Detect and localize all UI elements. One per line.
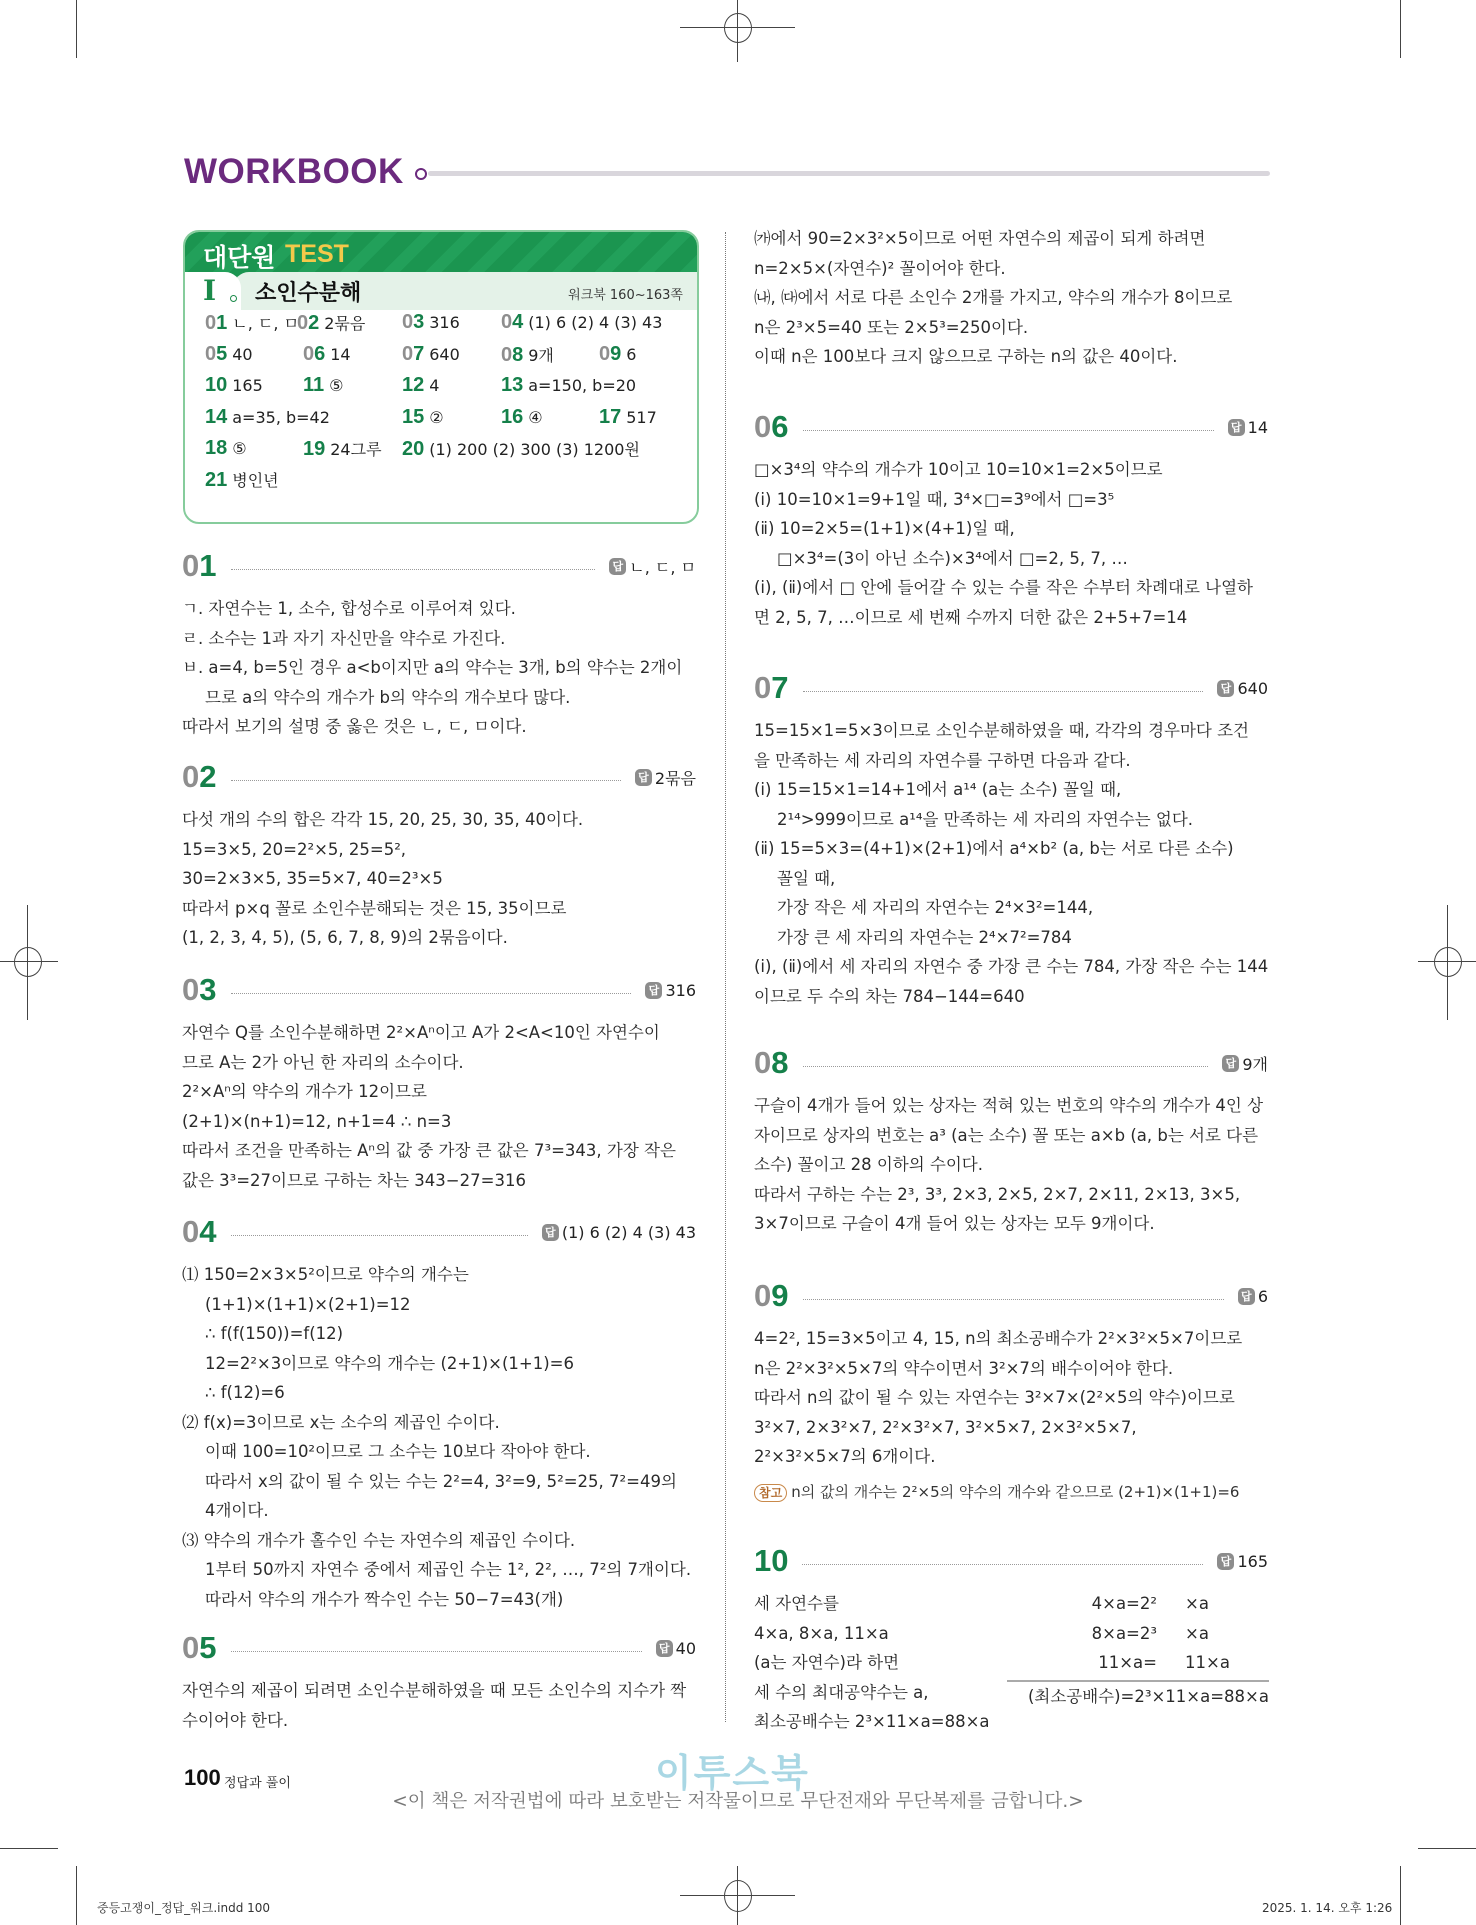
answer-value: 165 [232, 376, 263, 395]
problem-number: 06 [754, 409, 789, 444]
solution-line: 소수) 꼴이고 28 이하의 수이다. [754, 1155, 983, 1174]
solution-line: 므로 a의 약수의 개수가 b의 약수의 개수보다 많다. [205, 687, 571, 707]
lcm-cell: 11×a [1185, 1653, 1230, 1672]
solution-line: ㅂ. a=4, b=5인 경우 a<b이지만 a의 약수는 3개, b의 약수는 2개이 [182, 658, 683, 677]
answer-number: 08 [501, 344, 524, 366]
solution-line: 3×7이므로 구슬이 4개 들어 있는 상자는 모두 9개이다. [754, 1214, 1155, 1233]
answer-value: 14 [330, 345, 351, 364]
copyright-notice: <이 책은 저작권법에 따라 보호받는 저작물이므로 무단전재와 무단복제를 금합니다.> [392, 1791, 1084, 1812]
section-header [182, 1628, 696, 1668]
solution-body [182, 1018, 696, 1195]
solution-continuation [754, 224, 1268, 372]
solution-line: n은 2³×5=40 또는 2×5³=250이다. [754, 317, 1029, 337]
answer-number: 21 [205, 469, 228, 491]
answer-value: 316 [429, 313, 460, 332]
solution-line: ㄱ. 자연수는 1, 소수, 합성수로 이루어져 있다. [182, 599, 516, 618]
solution-body [754, 1324, 1268, 1507]
dotted-leader [803, 430, 1214, 431]
answer-value: 14 [1247, 417, 1268, 437]
solution-line: 따라서 보기의 설명 중 옳은 것은 ㄴ, ㄷ, ㅁ이다. [182, 717, 527, 736]
answer-item [402, 437, 640, 461]
solution-line: 4×a, 8×a, 11×a [754, 1623, 889, 1643]
answer-value: 316 [665, 980, 696, 1000]
answer-item [205, 437, 247, 460]
solution-line: 자연수의 제곱이 되려면 소인수분해하였을 때 모든 소인수의 지수가 짝 [182, 1681, 687, 1700]
solution-section [182, 546, 696, 742]
solution-section [754, 1276, 1268, 1507]
solution-body [754, 716, 1268, 1011]
solution-line: 다섯 개의 수의 합은 각각 15, 20, 25, 30, 35, 40이다. [182, 810, 584, 829]
answer-badge-icon: 답 [635, 769, 652, 786]
solution-section [182, 970, 696, 1195]
solution-line: (2+1)×(n+1)=12, n+1=4 ∴ n=3 [182, 1111, 452, 1131]
solution-line: 므로 A는 2가 아닌 한 자리의 소수이다. [182, 1052, 464, 1072]
unit-test-answer-box [183, 230, 699, 524]
solution-line: 15=3×5, 20=2²×5, 25=5², [182, 839, 407, 859]
solution-line: (ⅱ) 10=2×5=(1+1)×(4+1)일 때, [754, 519, 1015, 538]
solution-line: 따라서 x의 값이 될 수 있는 수는 2²=4, 3²=9, 5²=25, 7²=49의 [205, 1471, 677, 1491]
solution-line: □×3⁴=(3이 아닌 소수)×3⁴에서 □=2, 5, 7, … [777, 548, 1128, 568]
section-header [182, 1212, 696, 1252]
answer-item [402, 311, 460, 334]
answer-value: ㄴ, ㄷ, ㅁ [232, 314, 299, 333]
solution-section [754, 1043, 1268, 1239]
solution-line: 자연수 Q를 소인수분해하면 2²×Aⁿ이고 A가 2<A<10인 자연수이 [182, 1023, 660, 1042]
unit-test-title: 대단원 [203, 243, 276, 272]
solution-line: 따라서 조건을 만족하는 Aⁿ의 값 중 가장 큰 값은 7³=343, 가장 작은 [182, 1141, 676, 1160]
answer-item [205, 343, 253, 366]
answer-item [303, 343, 351, 366]
section-header [754, 1043, 1268, 1083]
solution-line: (ⅰ), (ⅱ)에서 세 자리의 자연수 중 가장 큰 수는 784, 가장 작은 수는 144 [754, 957, 1269, 976]
answer-value: ⑤ [232, 439, 247, 458]
solution-body [754, 1091, 1268, 1239]
publisher-watermark: 이투스북 [655, 1751, 810, 1795]
lcm-cell: 11×a= [1098, 1653, 1157, 1672]
solution-line: 값은 3³=27이므로 구하는 차는 343−27=316 [182, 1170, 526, 1190]
answer-value: 640 [1237, 678, 1268, 698]
answer-value: 2묶음 [654, 768, 696, 788]
solution-line: 세 수의 최대공약수는 a, [754, 1682, 929, 1702]
registration-mark [1434, 947, 1462, 977]
solution-line: 가장 큰 세 자리의 자연수는 2⁴×7²=784 [777, 927, 1072, 947]
print-date: 2025. 1. 14. 오후 1:26 [1262, 1901, 1393, 1915]
answer-badge-icon: 답 [1217, 680, 1234, 697]
dotted-leader [803, 691, 1204, 692]
dotted-leader [231, 780, 621, 781]
answer-item [501, 406, 543, 429]
problem-number: 05 [182, 1630, 217, 1665]
solution-line: 2²×Aⁿ의 약수의 개수가 12이므로 [182, 1082, 427, 1101]
solution-line: (a는 자연수)라 하면 [754, 1653, 900, 1672]
solution-line: 3²×7, 2×3²×7, 2²×3²×7, 3²×5×7, 2×3²×5×7, [754, 1417, 1137, 1437]
answer-value: 165 [1237, 1551, 1268, 1571]
solution-section [754, 668, 1268, 1011]
solution-line: 구슬이 4개가 들어 있는 상자는 적혀 있는 번호의 약수의 개수가 4인 상 [754, 1096, 1264, 1115]
section-header [754, 407, 1268, 447]
title-rule [428, 171, 1270, 176]
answer-item [303, 437, 382, 461]
answer-number: 06 [303, 343, 326, 365]
solution-line: n은 2²×3²×5×7의 약수이면서 3²×7의 배수이어야 한다. [754, 1358, 1174, 1378]
lcm-table-row [1007, 1648, 1269, 1678]
solution-section [754, 1541, 1268, 1737]
problem-number: 08 [754, 1045, 789, 1080]
answer-value: (1) 6 (2) 4 (3) 43 [561, 1222, 696, 1242]
solution-line: ㈎에서 90=2×3²×5이므로 어떤 자연수의 제곱이 되게 하려면 [754, 229, 1206, 248]
answer-item [402, 374, 439, 397]
answer-value: 40 [675, 1638, 696, 1658]
solution-line: ∴ f(12)=6 [205, 1383, 285, 1402]
answer-badge-icon: 답 [1238, 1288, 1255, 1305]
page-title: WORKBOOK [184, 152, 404, 191]
solution-line: n=2×5×(자연수)² 꼴이어야 한다. [754, 258, 1006, 278]
answer-number: 17 [599, 406, 622, 428]
dotted-leader [802, 1564, 1203, 1565]
solution-body [182, 1676, 696, 1735]
file-info: 중등고쟁이_정답_워크.indd 100 [97, 1901, 271, 1915]
solution-line: (ⅰ), (ⅱ)에서 □ 안에 들어갈 수 있는 수를 작은 수부터 차례대로 나열하 [754, 578, 1253, 597]
crop-mark [1418, 1848, 1476, 1849]
answer-number: 05 [205, 343, 228, 365]
answer-badge-icon: 답 [1217, 1553, 1234, 1570]
problem-number: 02 [182, 759, 217, 794]
solution-line: ∴ f(f(150))=f(12) [205, 1324, 344, 1343]
answer-value: (1) 6 (2) 4 (3) 43 [528, 313, 663, 332]
answer-value: ⑤ [329, 376, 344, 395]
answer-value: a=150, b=20 [528, 376, 637, 395]
crop-mark [76, 0, 77, 58]
solution-body [754, 455, 1268, 632]
answer-number: 09 [599, 343, 622, 365]
note-text: n의 값의 개수는 2²×5의 약수의 개수와 같으므로 (2+1)×(1+1)=6 [791, 1482, 1240, 1501]
solution-line: 가장 작은 세 자리의 자연수는 2⁴×3²=144, [777, 898, 1094, 917]
answer-badge-icon: 답 [542, 1224, 559, 1241]
answer-item [402, 343, 460, 366]
solution-line: ⑶ 약수의 개수가 홀수인 수는 자연수의 제곱인 수이다. [182, 1530, 576, 1550]
solution-line: ㄹ. 소수는 1과 자기 자신만을 약수로 가진다. [182, 628, 506, 648]
problem-number: 03 [182, 972, 217, 1007]
unit-test-title-en: TEST [285, 240, 349, 268]
solution-line: 30=2×3×5, 35=5×7, 40=2³×5 [182, 869, 443, 888]
answer-value: 9개 [1242, 1054, 1268, 1074]
solution-line: 을 만족하는 세 자리의 자연수를 구하면 다음과 같다. [754, 750, 1131, 770]
solution-line: 자이므로 상자의 번호는 a³ (a는 소수) 꼴 또는 a×b (a, b는 서로 다른 [754, 1125, 1259, 1145]
section-header [182, 546, 696, 586]
lcm-result: (최소공배수)=2³×11×a=88×a [1027, 1686, 1269, 1706]
solution-line: 면 2, 5, 7, …이므로 세 번째 수까지 더한 값은 2+5+7=14 [754, 607, 1188, 627]
answer-badge-icon: 답 [645, 982, 662, 999]
answer-badge-icon: 답 [656, 1640, 673, 1657]
solution-line: 꼴일 때, [777, 868, 836, 888]
solution-line: 4개이다. [205, 1501, 269, 1520]
solution-line: (1+1)×(1+1)×(2+1)=12 [205, 1294, 411, 1314]
solution-line: 최소공배수는 2³×11×a=88×a [754, 1712, 990, 1731]
column-divider [725, 232, 726, 1722]
answer-number: 10 [205, 374, 228, 396]
problem-number: 10 [754, 1543, 789, 1578]
lcm-table-row [1007, 1589, 1269, 1619]
answer-badge-icon: 답 [1222, 1055, 1239, 1072]
answer-number: 04 [501, 311, 524, 333]
solution-body [182, 594, 696, 742]
solution-section [754, 407, 1268, 632]
answer-item [205, 406, 330, 429]
answer-number: 14 [205, 406, 228, 428]
lcm-table-row [1007, 1619, 1269, 1649]
problem-number: 09 [754, 1278, 789, 1313]
answer-value: 40 [232, 345, 253, 364]
reference-note [754, 1478, 1268, 1508]
section-header [754, 668, 1268, 708]
answer-item [402, 406, 444, 429]
crop-mark [1400, 0, 1401, 58]
solution-line: 따라서 p×q 꼴로 소인수분해되는 것은 15, 35이므로 [182, 898, 567, 918]
solution-line: 2¹⁴>999이므로 a¹⁴을 만족하는 세 자리의 자연수는 없다. [777, 809, 1194, 829]
dotted-leader [803, 1066, 1209, 1067]
unit-title: 소인수분해 [255, 281, 362, 306]
answer-value: ② [429, 408, 444, 427]
solution-line: 1부터 50까지 자연수 중에서 제곱인 수는 1², 2², …, 7²의 7개이다. [205, 1560, 692, 1579]
answer-value: 2묶음 [324, 314, 366, 333]
answer-item [205, 468, 279, 492]
solution-body [182, 1260, 696, 1614]
answer-item [205, 311, 299, 335]
registration-mark [14, 947, 42, 977]
problem-number: 01 [182, 548, 217, 583]
answer-number: 20 [402, 438, 425, 460]
solution-line: 2²×3²×5×7의 6개이다. [754, 1447, 936, 1466]
section-header [182, 970, 696, 1010]
answer-item [501, 374, 636, 397]
answer-number: 02 [297, 312, 320, 334]
answer-value: 4 [429, 376, 440, 395]
problem-number: 04 [182, 1214, 217, 1249]
answer-number: 16 [501, 406, 524, 428]
answer-value: 640 [429, 345, 460, 364]
lcm-cell: 8×a=2³ [1091, 1623, 1157, 1643]
section-header [754, 1276, 1268, 1316]
dotted-leader [231, 1235, 528, 1236]
unit-circle-icon [230, 295, 237, 302]
lcm-table [1007, 1589, 1269, 1711]
solution-line: (ⅰ) 10=10×1=9+1일 때, 3⁴×□=3⁹에서 □=3⁵ [754, 489, 1115, 509]
answer-badge-icon: 답 [609, 558, 626, 575]
lcm-cell: ×a [1185, 1594, 1209, 1613]
answer-value: ㄴ, ㄷ, ㅁ [629, 557, 696, 577]
answer-number: 13 [501, 374, 524, 396]
solution-line: ⑴ 150=2×3×5²이므로 약수의 개수는 [182, 1265, 469, 1284]
answer-item [599, 406, 657, 429]
answer-value: 517 [626, 408, 657, 427]
solution-line: 이때 n은 100보다 크지 않으므로 구하는 n의 값은 40이다. [754, 347, 1178, 366]
title-circle-icon [415, 168, 427, 180]
solution-line: 12=2²×3이므로 약수의 개수는 (2+1)×(1+1)=6 [205, 1353, 574, 1373]
solution-line: 따라서 약수의 개수가 짝수인 수는 50−7=43(개) [205, 1589, 564, 1609]
solution-section [182, 1212, 696, 1614]
answer-value: 24그루 [330, 440, 382, 459]
solution-line: 이므로 두 수의 차는 784−144=640 [754, 986, 1025, 1006]
answer-number: 07 [402, 343, 425, 365]
problem-number: 07 [754, 670, 789, 705]
dotted-leader [803, 1299, 1224, 1300]
answer-item [303, 374, 344, 397]
crop-mark [1400, 1866, 1401, 1925]
solution-body [182, 805, 696, 953]
answer-value: (1) 200 (2) 300 (3) 1200원 [429, 440, 640, 459]
solution-line: 15=15×1=5×3이므로 소인수분해하였을 때, 각각의 경우마다 조건 [754, 721, 1249, 740]
dotted-leader [231, 569, 596, 570]
solution-line: 세 자연수를 [754, 1594, 839, 1613]
answer-number: 12 [402, 374, 425, 396]
page-reference: 워크북 160~163쪽 [568, 288, 683, 303]
answer-item [501, 311, 662, 334]
solution-line: 이때 100=10²이므로 그 소수는 10보다 작아야 한다. [205, 1442, 591, 1461]
solution-line: 수이어야 한다. [182, 1710, 289, 1730]
answer-value: 6 [626, 345, 637, 364]
answer-badge-icon: 답 [1228, 419, 1245, 436]
answer-item [205, 374, 263, 397]
page-number: 100 [184, 1765, 221, 1790]
crop-mark [76, 1866, 77, 1925]
lcm-cell: 4×a=2² [1091, 1594, 1157, 1613]
answer-value: ④ [528, 408, 543, 427]
solution-line: (ⅰ) 15=15×1=14+1에서 a¹⁴ (a는 소수) 꼴일 때, [754, 780, 1122, 799]
section-header [182, 757, 696, 797]
solution-line: ⑵ f(x)=3이므로 x는 소수의 제곱인 수이다. [182, 1412, 500, 1432]
solution-line: 따라서 구하는 수는 2³, 3³, 2×3, 2×5, 2×7, 2×11, 2×13, 3×5, [754, 1184, 1241, 1204]
solution-line: (1, 2, 3, 4, 5), (5, 6, 7, 8, 9)의 2묶음이다. [182, 928, 508, 947]
registration-mark [724, 1880, 752, 1912]
dotted-leader [231, 1651, 642, 1652]
solution-section [182, 1628, 696, 1735]
section-header [754, 1541, 1268, 1581]
solution-line: □×3⁴의 약수의 개수가 10이고 10=10×1=2×5이므로 [754, 460, 1163, 479]
crop-mark [0, 1848, 58, 1849]
answer-value: 9개 [528, 346, 554, 365]
solution-line: 4=2², 15=3×5이고 4, 15, n의 최소공배수가 2²×3²×5×7이므로 [754, 1329, 1243, 1348]
lcm-cell: ×a [1185, 1623, 1209, 1643]
answer-value: 병인년 [232, 471, 279, 490]
unit-numeral: Ⅰ [203, 274, 217, 307]
solution-line: (ⅱ) 15=5×3=(4+1)×(2+1)에서 a⁴×b² (a, b는 서로 다른 소수) [754, 839, 1234, 858]
solution-section [182, 757, 696, 953]
answer-number: 03 [402, 311, 425, 333]
answer-item [599, 343, 636, 366]
answer-value: a=35, b=42 [232, 408, 330, 427]
answer-number: 01 [205, 312, 228, 334]
answer-number: 11 [303, 374, 325, 396]
answer-item [501, 343, 554, 367]
answer-value: 6 [1257, 1286, 1268, 1306]
answer-number: 19 [303, 438, 326, 460]
answer-number: 15 [402, 406, 425, 428]
page-label: 정답과 풀이 [224, 1776, 291, 1791]
registration-mark [724, 13, 752, 43]
solution-line: 따라서 n의 값이 될 수 있는 자연수는 3²×7×(2²×5의 약수)이므로 [754, 1388, 1235, 1407]
solution-line: ㈏, ㈐에서 서로 다른 소인수 2개를 가지고, 약수의 개수가 8이므로 [754, 288, 1233, 307]
dotted-leader [231, 993, 632, 994]
note-label: 참고 [754, 1484, 787, 1502]
answer-number: 18 [205, 437, 228, 459]
answer-item [297, 311, 365, 335]
